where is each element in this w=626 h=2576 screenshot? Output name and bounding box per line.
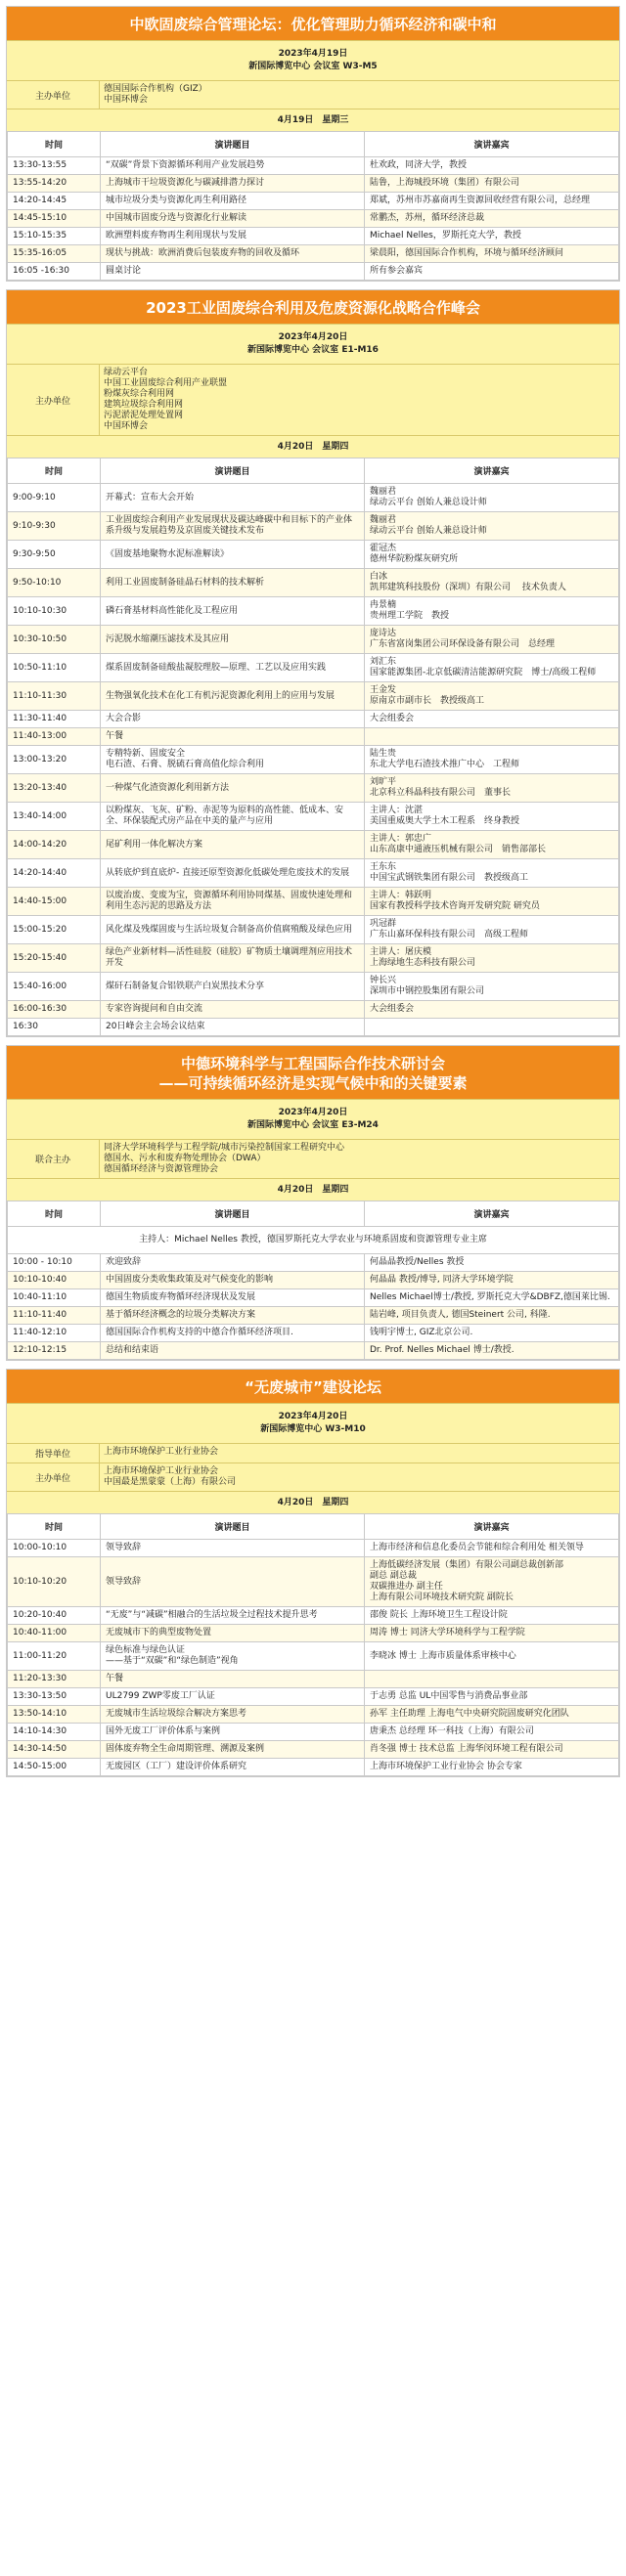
session-time: 14:50-15:00 (8, 1759, 101, 1776)
column-header-time: 时间 (8, 132, 101, 157)
session-time: 11:30-11:40 (8, 711, 101, 728)
host-label: 主办单位 (7, 365, 100, 435)
session-topic: 开幕式：宣布大会开始 (101, 484, 365, 512)
day-header: 4月20日 星期四 (7, 1491, 619, 1513)
session-topic: 《固废基地聚物水泥标准解读》 (101, 541, 365, 569)
session-topic: 德国生物质废弃物循环经济现状及发展 (101, 1289, 365, 1307)
day-header: 4月19日 星期三 (7, 109, 619, 131)
session-speaker: 主讲人：郭忠广 山东高康中通液压机械有限公司 销售部部长 (365, 831, 619, 859)
table-row (8, 1642, 619, 1671)
session-speaker: 刘汇东 国家能源集团-北京低碳清洁能源研究院 博士/高级工程师 (365, 654, 619, 682)
host-label: 指导单位 (7, 1444, 100, 1463)
forum-date: 2023年4月20日 (278, 332, 348, 342)
column-header-speaker: 演讲嘉宾 (365, 132, 619, 157)
session-speaker: 王金发 原南京市副市长 教授级高工 (365, 682, 619, 711)
session-topic: 一种煤气化渣资源化利用新方法 (101, 774, 365, 803)
schedule-table (7, 131, 619, 281)
session-topic: 无废园区（工厂）建设评价体系研究 (101, 1759, 365, 1776)
session-speaker: 王东东 中国宝武钢铁集团有限公司 教授级高工 (365, 859, 619, 888)
session-time: 10:00-10:10 (8, 1540, 101, 1557)
session-speaker: 何晶晶 教授/博导, 同济大学环境学院 (365, 1272, 619, 1289)
table-row (8, 245, 619, 263)
session-speaker: 魏丽君 绿动云平台 创始人兼总设计师 (365, 512, 619, 541)
session-time: 9:30-9:50 (8, 541, 101, 569)
session-speaker (365, 1671, 619, 1688)
session-speaker: 陆鲁，上海城投环境（集团）有限公司 (365, 175, 619, 193)
table-header-row (8, 458, 619, 484)
session-speaker: 杜欢政，同济大学，教授 (365, 157, 619, 175)
session-topic: 专家咨询提问和自由交流 (101, 1001, 365, 1019)
forum-date: 2023年4月20日 (278, 1412, 348, 1421)
table-row (8, 916, 619, 944)
forum-title (7, 7, 619, 40)
session-time: 12:10-12:15 (8, 1342, 101, 1360)
forum-info (7, 1403, 619, 1443)
column-header-topic: 演讲题目 (101, 132, 365, 157)
session-time: 11:40-13:00 (8, 728, 101, 746)
session-speaker: 何晶晶教授/Nelles 教授 (365, 1254, 619, 1272)
session-speaker: Dr. Prof. Nelles Michael 博士/教授. (365, 1342, 619, 1360)
session-topic: 城市垃圾分类与资源化再生利用路径 (101, 193, 365, 210)
session-topic: 大会合影 (101, 711, 365, 728)
session-time: 11:40-12:10 (8, 1325, 101, 1342)
session-speaker: 常鹏杰，苏州，循环经济总裁 (365, 210, 619, 228)
session-speaker: 所有参会嘉宾 (365, 263, 619, 281)
session-time: 10:50-11:10 (8, 654, 101, 682)
table-row (8, 711, 619, 728)
session-time: 15:35-16:05 (8, 245, 101, 263)
session-topic: 中国城市固废分选与资源化行业解读 (101, 210, 365, 228)
host-value: 绿动云平台 中国工业固废综合利用产业联盟 粉煤灰综合利用网 建筑垃圾综合利用网 污泥淤泥处理处置网 中国环博会 (104, 368, 228, 431)
session-speaker: 孙军 主任助理 上海电气中央研究院固废研究化团队 (365, 1706, 619, 1724)
table-row (8, 1724, 619, 1741)
session-topic: 德国国际合作机构支持的中德合作循环经济项目. (101, 1325, 365, 1342)
session-speaker (365, 728, 619, 746)
table-row (8, 1706, 619, 1724)
forum-venue: 新国际博览中心 W3-M10 (260, 1424, 366, 1434)
session-time: 13:20-13:40 (8, 774, 101, 803)
session-time: 15:40-16:00 (8, 973, 101, 1001)
session-topic: 欢迎致辞 (101, 1254, 365, 1272)
session-speaker: 于志勇 总监 UL中国零售与消费品事业部 (365, 1688, 619, 1706)
host-row (7, 80, 619, 109)
session-topic: 磷石膏基材料高性能化及工程应用 (101, 597, 365, 626)
session-time: 14:40-15:00 (8, 888, 101, 916)
table-row (8, 888, 619, 916)
session-speaker: 陆生贵 东北大学电石渣技术推广中心 工程师 (365, 746, 619, 774)
table-row (8, 973, 619, 1001)
table-row (8, 1607, 619, 1625)
session-speaker: 梁晨阳，德国国际合作机构，环境与循环经济顾问 (365, 245, 619, 263)
session-speaker: 大会组委会 (365, 1001, 619, 1019)
moderator-note: 主持人：Michael Nelles 教授，德国罗斯托克大学农业与环境系固废和资源管理专业主席 (8, 1227, 619, 1254)
column-header-time: 时间 (8, 458, 101, 484)
session-speaker: 白冰 凯邦建筑科技股份（深圳）有限公司 技术负责人 (365, 569, 619, 597)
day-header: 4月20日 星期四 (7, 1178, 619, 1201)
session-topic: 午餐 (101, 1671, 365, 1688)
forum-venue: 新国际博览中心 会议室 E1-M16 (247, 345, 379, 355)
forum-section (6, 1369, 620, 1777)
session-topic: 无废城市生活垃圾综合解决方案思考 (101, 1706, 365, 1724)
session-speaker: 唐秉杰 总经理 环一科技（上海）有限公司 (365, 1724, 619, 1741)
session-topic: 国外无废工厂评价体系与案例 (101, 1724, 365, 1741)
forum-title (7, 1370, 619, 1403)
session-topic: 圆桌讨论 (101, 263, 365, 281)
table-row (8, 1307, 619, 1325)
session-time: 13:30-13:50 (8, 1688, 101, 1706)
table-row (8, 263, 619, 281)
host-row (7, 1443, 619, 1463)
forum-info (7, 40, 619, 80)
host-row (7, 1139, 619, 1178)
session-time: 15:20-15:40 (8, 944, 101, 973)
host-note-row (8, 1227, 619, 1254)
session-time: 10:10-10:40 (8, 1272, 101, 1289)
table-row (8, 157, 619, 175)
session-topic: 绿色产业新材料—活性硅胶（硅胶）矿物质土壤调理剂应用技术开发 (101, 944, 365, 973)
table-row (8, 626, 619, 654)
table-row (8, 1325, 619, 1342)
forum-venue: 新国际博览中心 会议室 W3-M5 (248, 62, 378, 71)
forum-title-line: “无废城市”建设论坛 (245, 1378, 381, 1396)
session-time: 14:20-14:40 (8, 859, 101, 888)
session-speaker: 上海市经济和信息化委员会节能和综合利用处 相关领导 (365, 1540, 619, 1557)
session-topic: 尾矿利用一体化解决方案 (101, 831, 365, 859)
session-speaker: 钟长兴 深圳市中钢控股集团有限公司 (365, 973, 619, 1001)
table-row (8, 1759, 619, 1776)
table-row (8, 654, 619, 682)
session-speaker: 李晓冰 博士 上海市质量体系审核中心 (365, 1642, 619, 1671)
forum-date: 2023年4月20日 (278, 1108, 348, 1117)
session-time: 9:10-9:30 (8, 512, 101, 541)
session-topic: 欧洲塑料废弃物再生利用现状与发展 (101, 228, 365, 245)
table-row (8, 774, 619, 803)
table-row (8, 210, 619, 228)
session-topic: 基于循环经济概念的垃圾分类解决方案 (101, 1307, 365, 1325)
session-speaker: 冉景楠 贵州理工学院 教授 (365, 597, 619, 626)
session-topic: 煤矸石制备复合铝铁联产白炭黑技术分享 (101, 973, 365, 1001)
table-row (8, 1289, 619, 1307)
session-speaker: 主讲人：韩跃明 国家有教授科学技术咨询开发研究院 研究员 (365, 888, 619, 916)
table-row (8, 193, 619, 210)
session-topic: “无废”与“减碳”相融合的生活垃圾全过程技术提升思考 (101, 1607, 365, 1625)
table-row (8, 1272, 619, 1289)
forum-date: 2023年4月19日 (278, 49, 348, 59)
table-row (8, 944, 619, 973)
session-topic: 领导致辞 (101, 1557, 365, 1607)
column-header-topic: 演讲题目 (101, 1201, 365, 1227)
session-speaker: 巩冠群 广东山嘉环保科技有限公司 高级工程师 (365, 916, 619, 944)
session-time: 10:40-11:00 (8, 1625, 101, 1642)
session-topic: 以粉煤灰、飞灰、矿粉、赤泥等为原料的高性能、低成本、安全、环保装配式房产品在中美的量产与应用 (101, 803, 365, 831)
session-time: 13:40-14:00 (8, 803, 101, 831)
table-row (8, 1019, 619, 1036)
session-time: 9:00-9:10 (8, 484, 101, 512)
session-time: 13:30-13:55 (8, 157, 101, 175)
host-label: 联合主办 (7, 1140, 100, 1178)
session-topic: 现状与挑战：欧洲消费后包装废弃物的回收及循环 (101, 245, 365, 263)
table-row (8, 1671, 619, 1688)
session-speaker: 上海低碳经济发展（集团）有限公司副总裁创新部 副总 副总裁 双碳推进办 副主任 上海有限公司环境技术研究院 副院长 (365, 1557, 619, 1607)
host-row (7, 1463, 619, 1491)
session-time: 10:40-11:10 (8, 1289, 101, 1307)
session-topic: 煤系固废制备硅酸盐凝胶理胶—原理、工艺以及应用实践 (101, 654, 365, 682)
host-label: 主办单位 (7, 1463, 100, 1491)
forum-title-line: 中德环境科学与工程国际合作技术研讨会 (180, 1055, 445, 1072)
session-time: 10:10-10:20 (8, 1557, 101, 1607)
forum-info (7, 1099, 619, 1139)
table-row (8, 569, 619, 597)
session-topic: 上海城市干垃圾资源化与碳减排潜力探讨 (101, 175, 365, 193)
session-speaker: 钱明宇博士, GIZ北京公司. (365, 1325, 619, 1342)
session-time: 15:00-15:20 (8, 916, 101, 944)
session-time: 14:20-14:45 (8, 193, 101, 210)
day-header: 4月20日 星期四 (7, 435, 619, 458)
session-topic: 污泥脱水缩潮压滤技术及其应用 (101, 626, 365, 654)
session-topic: 总结和结束语 (101, 1342, 365, 1360)
session-topic: 固体废弃物全生命周期管理、溯源及案例 (101, 1741, 365, 1759)
session-time: 14:30-14:50 (8, 1741, 101, 1759)
session-time: 11:00-11:20 (8, 1642, 101, 1671)
session-time: 10:00 - 10:10 (8, 1254, 101, 1272)
session-time: 13:50-14:10 (8, 1706, 101, 1724)
session-time: 13:55-14:20 (8, 175, 101, 193)
table-row (8, 541, 619, 569)
column-header-topic: 演讲题目 (101, 1514, 365, 1540)
table-row (8, 728, 619, 746)
column-header-speaker: 演讲嘉宾 (365, 1514, 619, 1540)
schedule-table (7, 1201, 619, 1360)
forum-title-line: 2023工业固废综合利用及危废资源化战略合作峰会 (146, 299, 480, 317)
table-header-row (8, 132, 619, 157)
host-value: 同济大学环境科学与工程学院/城市污染控制国家工程研究中心 德国水、污水和废弃物处理协会（DWA） 德国循环经济与资源管理协会 (104, 1143, 345, 1174)
session-time: 10:10-10:30 (8, 597, 101, 626)
session-topic: 午餐 (101, 728, 365, 746)
table-row (8, 228, 619, 245)
session-topic: 20日峰会主会场会议结束 (101, 1019, 365, 1036)
session-topic: 以废治废、变废为宝，资源循环利用协同煤基、固废快速处理和利用生态污泥的思路及方法 (101, 888, 365, 916)
schedule-table (7, 1513, 619, 1776)
session-time: 11:10-11:30 (8, 682, 101, 711)
session-topic: 绿色标准与绿色认证 ——基于“双碳”和“绿色制造”视角 (101, 1642, 365, 1671)
forum-section (6, 1045, 620, 1361)
forum-section (6, 289, 620, 1037)
session-time: 16:30 (8, 1019, 101, 1036)
session-topic: 中国固废分类收集政策及对气候变化的影响 (101, 1272, 365, 1289)
forum-title (7, 290, 619, 324)
forum-subtitle-line: ——可持续循环经济是实现气候中和的关键要素 (158, 1074, 468, 1092)
session-time: 14:10-14:30 (8, 1724, 101, 1741)
host-value: 上海市环境保护工业行业协会 中国最是黑蒙蒙（上海）有限公司 (104, 1466, 237, 1487)
column-header-speaker: 演讲嘉宾 (365, 458, 619, 484)
session-speaker: 霍冠杰 德州华院粉煤灰研究所 (365, 541, 619, 569)
table-row (8, 1741, 619, 1759)
table-row (8, 1001, 619, 1019)
session-time: 9:50-10:10 (8, 569, 101, 597)
forum-title-line: 中欧固废综合管理论坛：优化管理助力循环经济和碳中和 (129, 16, 497, 33)
session-speaker: 魏丽君 绿动云平台 创始人兼总设计师 (365, 484, 619, 512)
forum-section (6, 6, 620, 282)
schedule-table (7, 458, 619, 1036)
column-header-topic: 演讲题目 (101, 458, 365, 484)
session-speaker (365, 1019, 619, 1036)
session-time: 15:10-15:35 (8, 228, 101, 245)
session-topic: 领导致辞 (101, 1540, 365, 1557)
session-time: 14:00-14:20 (8, 831, 101, 859)
session-speaker: 主讲人：沈湛 美国重威奥大学土木工程系 终身教授 (365, 803, 619, 831)
table-row (8, 1540, 619, 1557)
session-topic: UL2799 ZWP零废工厂认证 (101, 1688, 365, 1706)
table-row (8, 803, 619, 831)
session-speaker: 主讲人：屠庆模 上海绿地生态科技有限公司 (365, 944, 619, 973)
table-row (8, 512, 619, 541)
column-header-speaker: 演讲嘉宾 (365, 1201, 619, 1227)
session-speaker: 周涛 博士 同济大学环境科学与工程学院 (365, 1625, 619, 1642)
table-row (8, 1557, 619, 1607)
forum-venue: 新国际博览中心 会议室 E3-M24 (247, 1120, 379, 1130)
forum-info (7, 324, 619, 364)
session-speaker: Michael Nelles，罗斯托克大学，教授 (365, 228, 619, 245)
session-time: 11:20-13:30 (8, 1671, 101, 1688)
session-time: 11:10-11:40 (8, 1307, 101, 1325)
session-speaker: 郑斌，苏州市苏嘉商再生资源回收经营有限公司，总经理 (365, 193, 619, 210)
session-speaker: 大会组委会 (365, 711, 619, 728)
table-row (8, 859, 619, 888)
session-time: 16:05 -16:30 (8, 263, 101, 281)
session-speaker: 邵俊 院长 上海环境卫生工程设计院 (365, 1607, 619, 1625)
session-time: 10:20-10:40 (8, 1607, 101, 1625)
session-time: 16:00-16:30 (8, 1001, 101, 1019)
host-label: 主办单位 (7, 81, 100, 109)
session-speaker: 庞诗达 广东省富岗集团公司环保设备有限公司 总经理 (365, 626, 619, 654)
session-time: 14:45-15:10 (8, 210, 101, 228)
session-topic: 生物强氧化技术在化工有机污泥资源化利用上的应用与发展 (101, 682, 365, 711)
table-row (8, 831, 619, 859)
table-header-row (8, 1201, 619, 1227)
session-topic: 风化煤及残煤固废与生活垃圾复合制备高价值腐殖酸及绿色应用 (101, 916, 365, 944)
table-header-row (8, 1514, 619, 1540)
session-topic: 利用工业固废制备硅晶石材料的技术解析 (101, 569, 365, 597)
table-row (8, 1342, 619, 1360)
table-row (8, 484, 619, 512)
forum-title (7, 1046, 619, 1099)
session-speaker: 陆岩峰, 项目负责人, 德国Steinert 公司, 科隆. (365, 1307, 619, 1325)
table-row (8, 1625, 619, 1642)
table-row (8, 682, 619, 711)
session-topic: 工业固废综合利用产业发展现状及碳达峰碳中和目标下的产业体系升级与发展趋势及京固废关键技术发布 (101, 512, 365, 541)
session-speaker: 上海市环境保护工业行业协会 协会专家 (365, 1759, 619, 1776)
host-row (7, 364, 619, 435)
session-topic: 从转底炉到直底炉- 直接还原型资源化低碳处理危废技术的发展 (101, 859, 365, 888)
session-speaker: Nelles Michael博士/教授, 罗斯托克大学&DBFZ,德国莱比锡. (365, 1289, 619, 1307)
session-topic: “双碳”背景下资源循环利用产业发展趋势 (101, 157, 365, 175)
session-topic: 专精特新、固废安全 电石渣、石膏、脱硫石膏高值化综合利用 (101, 746, 365, 774)
session-topic: 无废城市下的典型废物处置 (101, 1625, 365, 1642)
session-speaker: 刘旷平 北京科立科晶科技有限公司 董事长 (365, 774, 619, 803)
column-header-time: 时间 (8, 1201, 101, 1227)
table-row (8, 746, 619, 774)
host-value: 德国国际合作机构（GIZ） 中国环博会 (104, 84, 207, 105)
host-value: 上海市环境保护工业行业协会 (104, 1447, 219, 1457)
session-time: 10:30-10:50 (8, 626, 101, 654)
session-speaker: 肖冬强 博士 技术总监 上海华闵环境工程有限公司 (365, 1741, 619, 1759)
table-row (8, 1254, 619, 1272)
table-row (8, 597, 619, 626)
session-time: 13:00-13:20 (8, 746, 101, 774)
table-row (8, 1688, 619, 1706)
column-header-time: 时间 (8, 1514, 101, 1540)
table-row (8, 175, 619, 193)
